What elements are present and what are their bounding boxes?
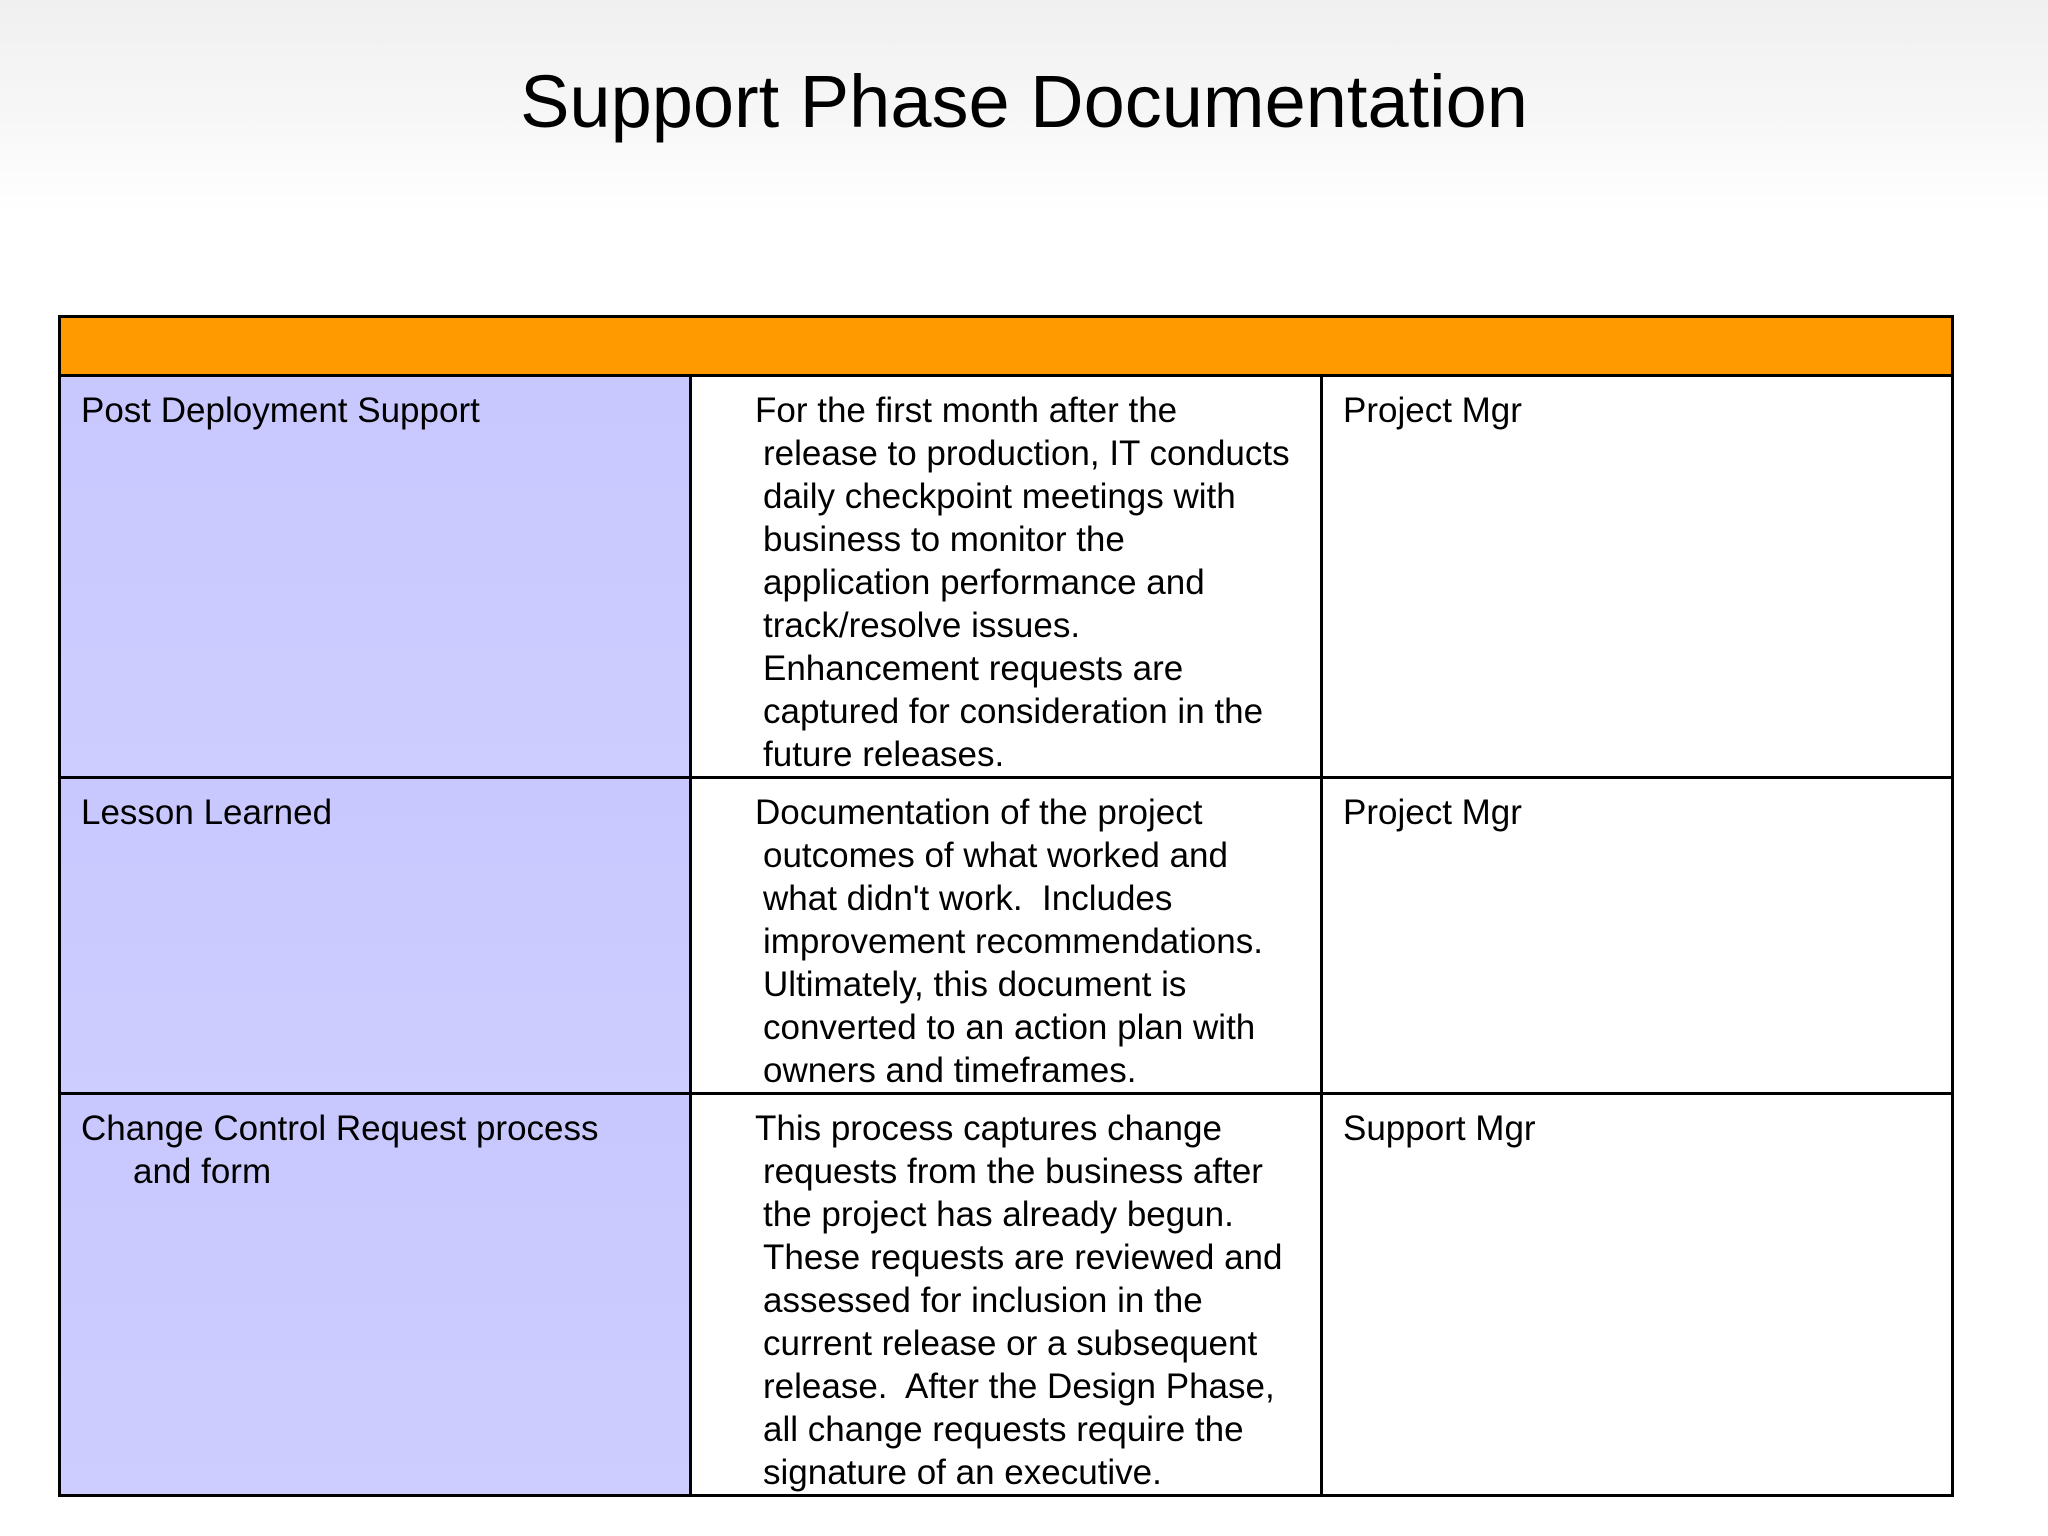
slide-title: Support Phase Documentation xyxy=(520,60,1528,143)
owner-cell xyxy=(1322,1094,1953,1496)
table-row xyxy=(60,376,1953,778)
documentation-table xyxy=(58,315,1954,1497)
description-cell xyxy=(691,778,1322,1094)
item-name: Post Deployment Support xyxy=(81,391,480,430)
item-owner: Project Mgr xyxy=(1343,391,1522,430)
item-cell xyxy=(60,1094,691,1496)
owner-cell xyxy=(1322,778,1953,1094)
item-name: Lesson Learned xyxy=(81,793,333,832)
item-description: For the first month after the release to production, IT conducts daily checkpoint meetings with business to monitor the application performance and track/resolve issues. Enhancement requests are captured for consideration in the future releases. xyxy=(755,391,1300,774)
item-owner: Project Mgr xyxy=(1343,793,1522,832)
item-name: Change Control Request process and form xyxy=(81,1109,618,1191)
description-cell xyxy=(691,376,1322,778)
item-owner: Support Mgr xyxy=(1343,1109,1536,1148)
table-row xyxy=(60,778,1953,1094)
owner-cell xyxy=(1322,376,1953,778)
description-cell xyxy=(691,1094,1322,1496)
item-description: This process captures change requests from the business after the project has already begun. These requests are reviewed and assessed for inclusion in the current release or a subsequent release. After the Design Phase, all change requests require the signature of an executive. xyxy=(755,1109,1293,1492)
item-cell xyxy=(60,376,691,778)
table-header-bar xyxy=(60,317,1953,376)
table-row xyxy=(60,1094,1953,1496)
item-cell xyxy=(60,778,691,1094)
item-description: Documentation of the project outcomes of what worked and what didn't work. Includes improvement recommendations. Ultimately, this document is converted to an action plan with owners and timeframes. xyxy=(755,793,1273,1090)
table-header-row xyxy=(60,317,1953,376)
